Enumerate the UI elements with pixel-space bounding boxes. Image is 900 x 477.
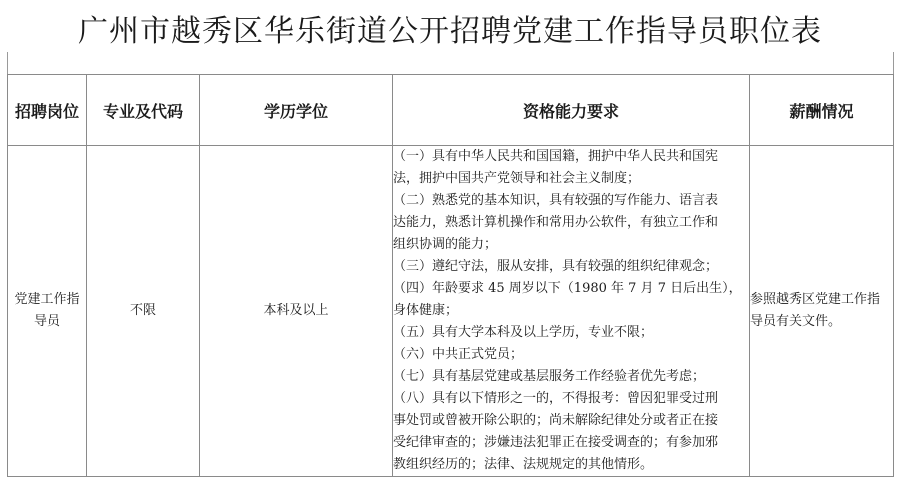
table-row	[8, 146, 894, 477]
requirement-line: 法，拥护中国共产党领导和社会主义制度；	[393, 171, 641, 186]
requirement-line: （三）遵纪守法，服从安排，具有较强的组织纪律观念；	[393, 259, 719, 274]
requirement-line: （八）具有以下情形之一的，不得报考：曾因犯罪受过刑	[393, 391, 719, 406]
requirement-line: （四）年龄要求 45 周岁以下（1980 年 7 月 7 日后出生），	[393, 281, 742, 296]
header-salary: 薪酬情况	[750, 75, 894, 146]
requirement-line: （七）具有基层党建或基层服务工作经验者优先考虑；	[393, 369, 706, 384]
header-major: 专业及代码	[87, 75, 200, 146]
frame-border-right	[893, 52, 894, 74]
header-education: 学历学位	[200, 75, 393, 146]
frame-border-left	[7, 52, 8, 74]
position-line: 导员	[33, 314, 60, 329]
header-position: 招聘岗位	[8, 75, 87, 146]
position-line: 党建工作指	[14, 292, 80, 307]
salary-line: 导员有关文件。	[750, 314, 842, 329]
requirement-line: （一）具有中华人民共和国国籍，拥护中华人民共和国宪	[393, 149, 719, 164]
cell-position	[8, 146, 87, 477]
cell-salary	[750, 146, 894, 477]
requirement-line: 事处罚或曾被开除公职的；尚未解除纪律处分或者正在接	[393, 413, 719, 428]
salary-line: 参照越秀区党建工作指	[750, 292, 881, 307]
requirement-line: 达能力，熟悉计算机操作和常用办公软件，有独立工作和	[393, 215, 719, 230]
header-requirements: 资格能力要求	[393, 75, 750, 146]
table-header-row	[8, 75, 894, 146]
requirement-line: （五）具有大学本科及以上学历，专业不限；	[393, 325, 654, 340]
requirement-line: 身体健康；	[393, 303, 459, 318]
requirement-line: 受纪律审查的；涉嫌违法犯罪正在接受调查的；有参加邪	[393, 435, 719, 450]
document-title: 广州市越秀区华乐街道公开招聘党建工作指导员职位表	[78, 14, 822, 49]
requirement-line: （二）熟悉党的基本知识，具有较强的写作能力、语言表	[393, 193, 719, 208]
position-table	[7, 74, 894, 477]
cell-requirements	[393, 146, 750, 477]
cell-education: 本科及以上	[200, 146, 393, 477]
requirement-line: 教组织经历的；法律、法规规定的其他情形。	[393, 457, 654, 472]
requirement-line: 组织协调的能力；	[393, 237, 498, 252]
cell-major: 不限	[87, 146, 200, 477]
requirement-line: （六）中共正式党员；	[393, 347, 524, 362]
